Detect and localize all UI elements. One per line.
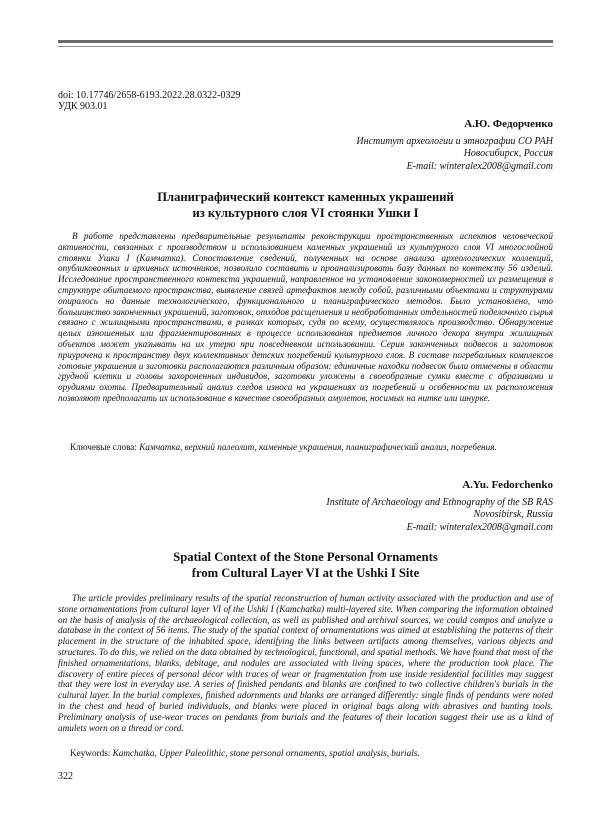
header-rule-thick [58,40,553,43]
keywords-en-label: Keywords: [70,748,111,758]
author-ru: А.Ю. Федорченко [464,118,553,130]
institution-ru: Институт археологии и этнографии СО РАН [356,136,553,147]
abstract-ru [58,231,553,404]
page-number: 322 [58,771,73,782]
title-en-line-1: Spatial Context of the Stone Personal Ornaments [173,550,438,564]
title-en [58,549,553,581]
location-en: Novosibirsk, Russia [473,509,553,521]
udk-code: УДК 903.01 [58,101,108,112]
abstract-en [58,593,553,733]
institution-en: Institute of Archaeology and Ethnography of the SB RAS [326,497,553,508]
title-ru [58,189,553,221]
keywords-en-text: Kamchatka, Upper Paleolithic, stone personal ornaments, spatial analysis, burials. [112,748,420,758]
title-ru-line-2: из культурного слоя VI стоянки Ушки I [192,206,419,220]
affiliation-en [326,497,553,534]
doi: doi: 10.17746/2658-6193.2022.28.0322-0329 [58,90,241,101]
keywords-ru [70,442,553,453]
email-en: E-mail: winteralex2008@gmail.com [406,521,553,533]
header-rule-thin [58,46,553,47]
author-en: A.Yu. Fedorchenko [462,479,553,491]
affiliation-ru [356,136,553,173]
keywords-en [70,748,553,759]
keywords-ru-text: Камчатка, верхний палеолит, каменные украшения, планиграфический анализ, погребения. [139,442,497,452]
abstract-ru-text: В работе представлены предварительные результаты реконструкции пространственных аспектов человеческой активности, связанных с производством и использованием каменных украшений из культурного слоя VI многослойной стоянки Ушки I (Камчатка). Сопоставление сведений, полученных на основе анализа археологических коллекций, опубликованных и архивных источников, позволило составить и проанализировать базу данных по контексту 56 изделий. Исследование пространственного контекста украшений, направленное на установление закономерностей их размещения в структуре обитаемого пространства, выявление связей артефактов между собой, различными объектами и структурами опиралось на данные технологического, функционального и планиграфического методов. Было установлено, что большинство законченных украшений, заготовок, отходов расщепления и необработанных отдельностей поделочного сырья связано с жилищными пространствами, в рамках которых, судя по всему, осуществлялось производство. Обнаружение целых изношенных или фрагментированных в процессе использования предметов личного декора внутри жилищных объектов может указывать на их утерю при повседневном использовании. Серия законченных подвесок и заготовок приурочена к пространству двух коллективных детских погребений культурного слоя. В составе погребальных комплексов готовые украшения и заготовки располагаются различным образом: единичные находки подвесок были отмечены в области грудной клетки и головы захороненных индивидов, заготовки уложены в своеобразные сумки вместе с абразивами и орудиями охоты. Предварительный анализ следов износа на украшениях из погребений и особенности их расположения позволяют предполагать их использование в качестве своеобразных амулетов, носимых на нитке или шнурке. [58,231,553,403]
email-ru: E-mail: winteralex2008@gmail.com [406,160,553,172]
title-en-line-2: from Cultural Layer VI at the Ushki I Site [191,566,420,580]
location-ru: Новосибирск, Россия [463,148,553,160]
keywords-ru-label: Ключевые слова: [70,442,137,452]
title-ru-line-1: Планиграфический контекст каменных украшений [157,190,454,204]
abstract-en-text: The article provides preliminary results of the spatial reconstruction of human activity associated with the production and use of stone ornamentations from cultural layer VI of the Ushki I (Kamchatka) multi-layered site. When comparing the information obtained on the basis of analysis of the archaeological collection, as well as published and archival sources, we could compos and analyze a database in the context of 56 items. The study of the spatial context of ornamentations was aimed at establishing the patterns of their placement in the structure of the inhabited space, identifying the links between artifacts among themselves, various objects and structures. To do this, we relied on the data obtained by technological, functional, and spatial methods. We have found that most of the finished ornamentations, blanks, debitage, and nodules are associated with living spaces, where the production took place. The discovery of entire pieces of personal décor with traces of wear or fragmentation from use inside residential facilities may suggest that they were lost in everyday use. A series of finished pendants and blanks are confined to two collective children's burials in the cultural layer. In the burial complexes, finished adornments and blanks are arranged differently: single finds of pendants were noted in the chest and head of buried individuals, and blanks were placed in original bags along with abrasives and hunting tools. Preliminary analysis of use-wear traces on pendants from burials and the features of their location suggest their use as a kind of amulets worn on a thread or cord. [58,593,553,733]
